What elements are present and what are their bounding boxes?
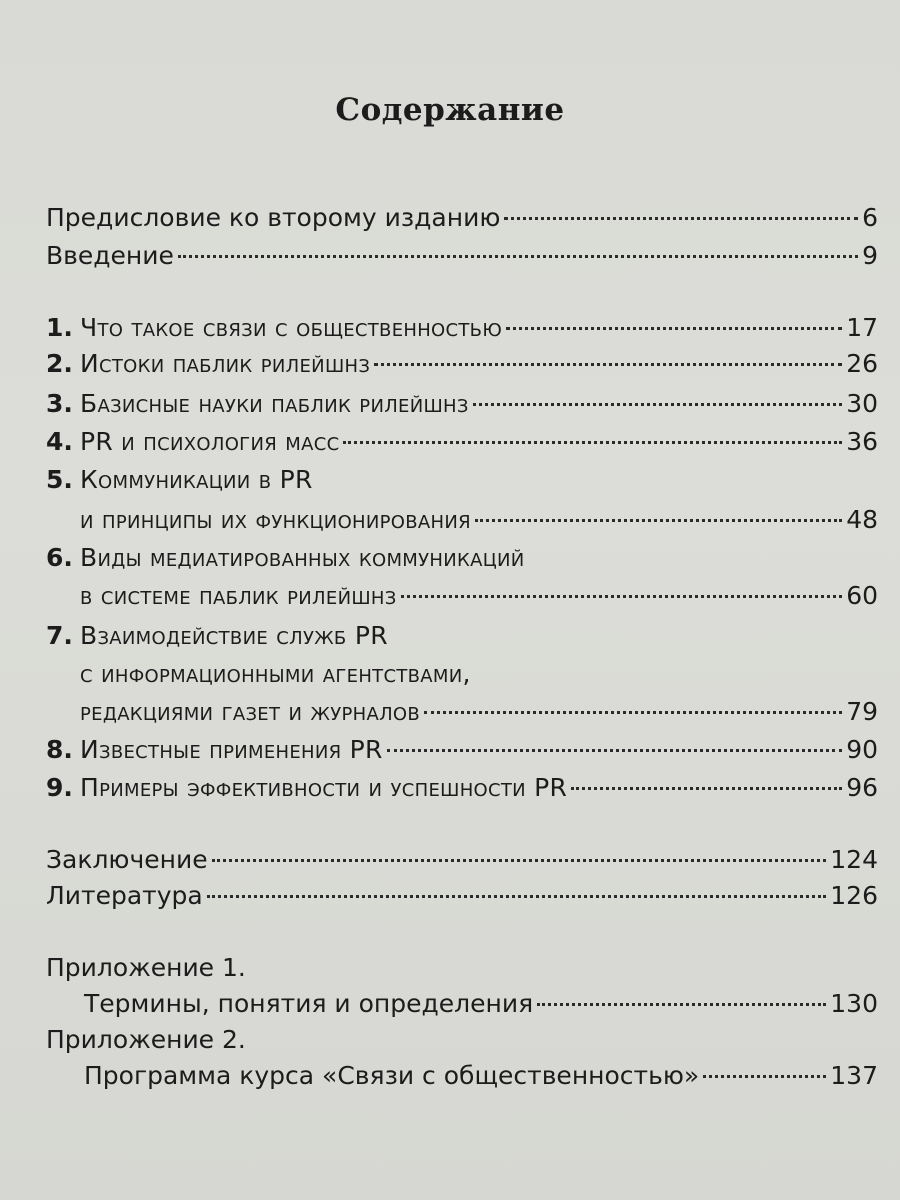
toc-label: Взаимодействие служб PR — [80, 621, 388, 650]
toc-page-number: 96 — [846, 773, 878, 802]
toc-entry-chapter-7-line-2 — [46, 656, 878, 692]
toc-label: редакциями газет и журналов — [80, 697, 421, 726]
leader-dots — [387, 749, 842, 752]
toc-entry-chapter-2 — [46, 346, 878, 382]
toc-entry-chapter-8 — [46, 732, 878, 768]
toc-label: Термины, понятия и определения — [84, 989, 534, 1018]
toc-page-number: 48 — [846, 505, 878, 534]
toc-label: PR и психология масс — [80, 427, 340, 456]
leader-dots — [475, 519, 842, 522]
toc-label: Приложение 1. — [46, 953, 246, 982]
toc-label: и принципы их функционирования — [80, 505, 471, 534]
chapter-number: 5. — [46, 465, 73, 494]
toc-entry-appendix-1-heading — [46, 950, 878, 986]
toc-page-number: 124 — [830, 845, 878, 874]
toc-entry-chapter-7-line-1 — [46, 618, 878, 654]
leader-dots — [473, 403, 842, 406]
toc-entry-conclusion — [46, 842, 878, 878]
leader-dots — [178, 255, 858, 258]
toc-entry-chapter-5-line-2 — [46, 502, 878, 538]
toc-label: в системе паблик рилейшнз — [80, 581, 397, 610]
leader-dots — [424, 711, 842, 714]
toc-page-number: 26 — [846, 349, 878, 378]
toc-entry-chapter-6-line-2 — [46, 578, 878, 614]
toc-page-number: 6 — [862, 203, 878, 232]
toc-page-number: 9 — [862, 241, 878, 270]
leader-dots — [703, 1075, 826, 1078]
toc-page-number: 60 — [846, 581, 878, 610]
leader-dots — [401, 595, 843, 598]
toc-label: Программа курса «Связи с общественностью» — [84, 1061, 700, 1090]
leader-dots — [207, 895, 827, 898]
toc-entry-chapter-1 — [46, 310, 878, 346]
chapter-number: 6. — [46, 543, 73, 572]
toc-label: Приложение 2. — [46, 1025, 246, 1054]
leader-dots — [212, 859, 827, 862]
toc-label: с информационными агентствами, — [80, 659, 471, 688]
toc-entry-chapter-4 — [46, 424, 878, 460]
leader-dots — [374, 363, 842, 366]
toc-label: Литература — [46, 881, 203, 910]
toc-entry-intro — [46, 238, 878, 274]
toc-label: Введение — [46, 241, 174, 270]
leader-dots — [571, 787, 842, 790]
toc-page-number: 36 — [846, 427, 878, 456]
toc-page-number: 126 — [830, 881, 878, 910]
toc-label: Базисные науки паблик рилейшнз — [80, 389, 469, 418]
toc-label: Заключение — [46, 845, 208, 874]
toc-label: Известные применения PR — [80, 735, 383, 764]
toc-label: Предисловие ко второму изданию — [46, 203, 501, 232]
toc-page-number: 90 — [846, 735, 878, 764]
toc-label: Коммуникации в PR — [80, 465, 313, 494]
toc-entry-chapter-6-line-1 — [46, 540, 878, 576]
toc-entry-appendix-2 — [46, 1058, 878, 1094]
leader-dots — [343, 441, 842, 444]
chapter-number: 8. — [46, 735, 73, 764]
toc-page-number: 30 — [846, 389, 878, 418]
chapter-number: 9. — [46, 773, 73, 802]
toc-label: Истоки паблик рилейшнз — [80, 349, 371, 378]
chapter-number: 4. — [46, 427, 73, 456]
leader-dots — [504, 217, 858, 220]
toc-label: Что такое связи с общественностью — [80, 313, 503, 342]
toc-entry-chapter-3 — [46, 386, 878, 422]
chapter-number: 7. — [46, 621, 73, 650]
toc-entry-appendix-1 — [46, 986, 878, 1022]
toc-label: Примеры эффективности и успешности PR — [80, 773, 568, 802]
toc-entry-chapter-9 — [46, 770, 878, 806]
chapter-number: 3. — [46, 389, 73, 418]
chapter-number: 2. — [46, 349, 73, 378]
toc-entry-appendix-2-heading — [46, 1022, 878, 1058]
toc-entry-chapter-7-line-3 — [46, 694, 878, 730]
toc-page-number: 17 — [846, 313, 878, 342]
toc-page-number: 79 — [846, 697, 878, 726]
toc-page-number: 137 — [830, 1061, 878, 1090]
toc-entry-preface — [46, 200, 878, 236]
chapter-number: 1. — [46, 313, 73, 342]
leader-dots — [506, 327, 842, 330]
leader-dots — [537, 1003, 826, 1006]
toc-label: Виды медиатированных коммуникаций — [80, 543, 525, 572]
toc-entry-chapter-5-line-1 — [46, 462, 878, 498]
page-title: Содержание — [335, 92, 565, 128]
toc-page-number: 130 — [830, 989, 878, 1018]
toc-entry-literature — [46, 878, 878, 914]
